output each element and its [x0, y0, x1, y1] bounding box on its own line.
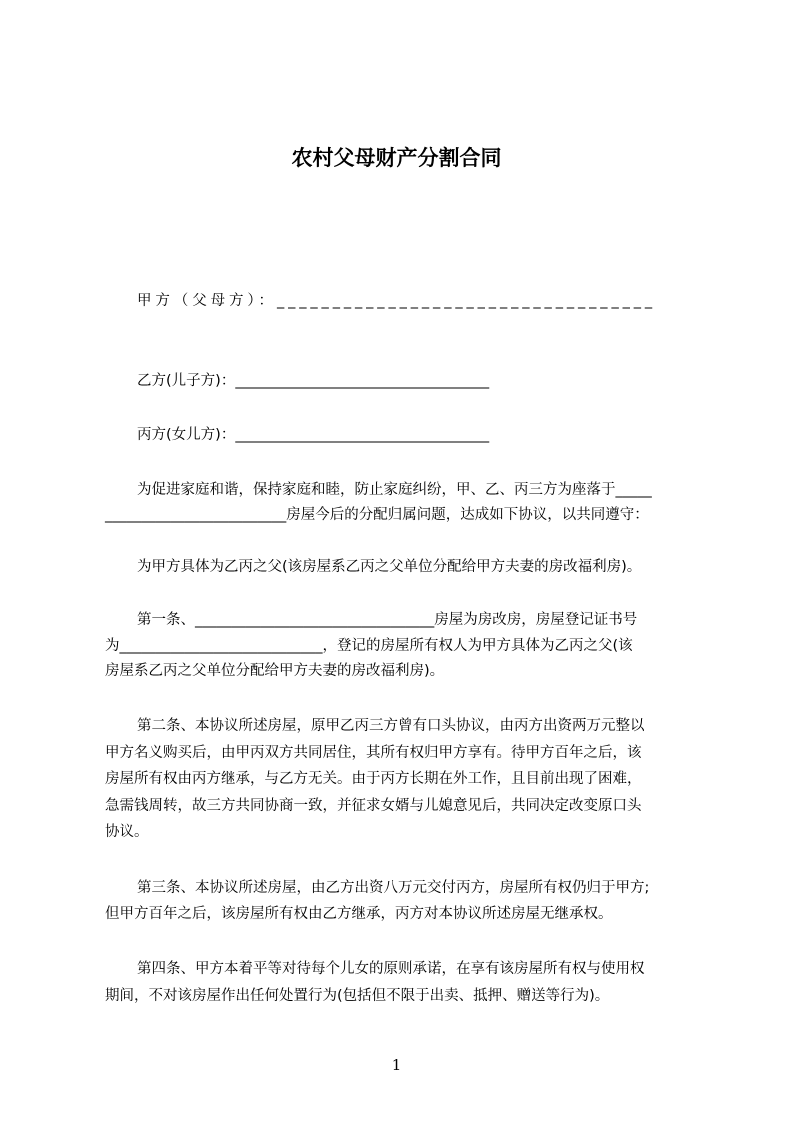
article4-line-1: 第四条、甲方本着平等对待每个儿女的原则承诺，在享有该房屋所有权与使用权	[137, 961, 645, 977]
party-a-blank: __________________________________	[276, 293, 657, 309]
document-title: 农村父母财产分割合同	[291, 146, 502, 170]
article1-line-1: 第一条、_________________________________房屋为房改房，房屋登记证书号	[137, 612, 638, 628]
article1-line-3: 房屋系乙丙之父单位分配给甲方夫妻的房改福利房)。	[105, 663, 445, 679]
article1-line-2: 为____________________________，登记的房屋所有权人为甲方具体为乙丙之父(该	[105, 638, 633, 654]
page-number: 1	[391, 1056, 402, 1074]
article2-line-5: 协议。	[105, 824, 149, 840]
article2-line-4: 急需钱周转，故三方共同协商一致，并征求女婿与儿媳意见后，共同决定改变原口头	[105, 798, 642, 814]
note-line: 为甲方具体为乙丙之父(该房屋系乙丙之父单位分配给甲方夫妻的房改福利房)。	[137, 559, 642, 575]
article3-line-2: 但甲方百年之后，该房屋所有权由乙方继承，丙方对本协议所述房屋无继承权。	[105, 906, 613, 922]
article2-line-1: 第二条、本协议所述房屋，原甲乙丙三方曾有口头协议，由丙方出资两万元整以	[137, 718, 645, 734]
article4-line-2: 期间，不对该房屋作出任何处置行为(包括但不限于出卖、抵押、赠送等行为)。	[105, 988, 610, 1004]
intro-line-1: 为促进家庭和谐，保持家庭和睦，防止家庭纠纷，甲、乙、丙三方为座落于_____	[137, 482, 652, 498]
article2-line-2: 甲方名义购买后，由甲丙双方共同居住，其所有权归甲方享有。待甲方百年之后，该	[105, 745, 642, 761]
party-b-line: 乙方(儿子方)：___________________________________	[137, 373, 490, 389]
article3-line-1: 第三条、本协议所述房屋，由乙方出资八万元交付丙方，房屋所有权仍归于甲方;	[137, 880, 650, 896]
party-c-line: 丙方(女儿方)：___________________________________	[137, 427, 490, 443]
intro-line-2: _________________________房屋今后的分配归属问题，达成如下协议，以共同遵守：	[105, 507, 649, 523]
party-a-line	[137, 291, 656, 311]
party-a-label: 甲方（父母方）：	[137, 293, 277, 309]
article2-line-3: 房屋所有权由丙方继承，与乙方无关。由于丙方长期在外工作，且目前出现了困难，	[105, 771, 642, 787]
